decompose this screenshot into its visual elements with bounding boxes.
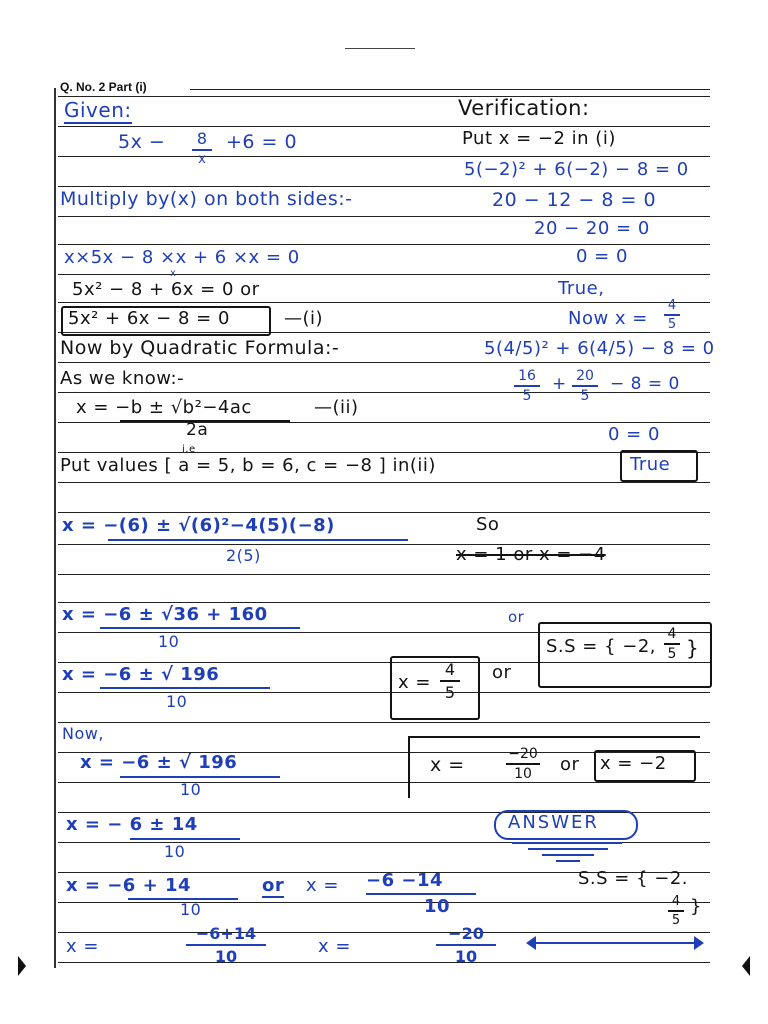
fraction-denominator: x [198, 151, 206, 167]
answer-or: or [560, 754, 580, 775]
substitution-5-bar [130, 838, 240, 840]
fraction-bar [192, 149, 212, 151]
verification-plus: + [552, 374, 567, 394]
fraction-numerator: 8 [196, 129, 208, 148]
given-heading [64, 98, 132, 122]
put-values: Put values [ a = 5, b = 6, c = −8 ] in(ii) [60, 455, 436, 476]
or-label-2: or [492, 662, 512, 683]
step-2: 5x² − 8 + 6x = 0 or [72, 279, 260, 300]
answer-underline-2 [528, 848, 608, 850]
answer-fraction [506, 746, 540, 782]
ruled-line [58, 512, 710, 513]
verification-now-fraction [664, 298, 680, 332]
quadratic-formula: x = −b ± √b²−4ac [76, 397, 252, 418]
ruled-line [58, 932, 710, 933]
given-label: Given: [64, 98, 132, 122]
fraction-denominator: 10 [454, 946, 478, 966]
substitution-1-denominator: 2(5) [226, 546, 261, 565]
fraction-numerator: 4 [671, 894, 681, 909]
fraction-denominator: 5 [580, 387, 590, 404]
step-1: x×5x − 8 ×x + 6 ×x = 0 [64, 247, 300, 268]
ruled-line [58, 962, 710, 963]
solution-set-1: S.S = { −2, [546, 636, 657, 657]
verification-step-7: 0 = 0 [608, 424, 660, 445]
substitution-7a-fraction [186, 924, 266, 966]
double-arrow-line [530, 942, 696, 944]
formula-denominator: 2a [186, 420, 209, 440]
fraction-denominator: 5 [667, 316, 677, 332]
fraction-numerator: 4 [667, 626, 677, 642]
step-1-small-x: x [170, 268, 177, 279]
fraction-bar [436, 944, 496, 946]
fraction-numerator: −20 [508, 746, 538, 762]
verification-true-2: True [630, 454, 671, 475]
substitution-7a: x = [66, 936, 99, 957]
substitution-3-denominator: 10 [166, 692, 188, 711]
verification-now-x: Now x = [568, 308, 648, 329]
fraction-numerator: 4 [444, 660, 456, 679]
ruled-line [58, 302, 710, 303]
substitution-2-denominator: 10 [158, 632, 180, 651]
substitution-4-bar [120, 776, 280, 778]
equation-tag-i: —(i) [284, 308, 324, 329]
top-dash-mark [345, 48, 415, 49]
now-label: Now, [62, 724, 104, 743]
verification-true-1: True, [558, 278, 605, 299]
ruled-line [58, 186, 710, 187]
fraction-bar [186, 944, 266, 946]
x-four-fifths-lhs: x = [398, 672, 431, 693]
fraction-denominator: 10 [514, 765, 532, 782]
fraction-denominator: 5 [671, 912, 681, 928]
fraction-numerator: −6+14 [195, 924, 257, 943]
ruled-line [58, 244, 710, 245]
substitution-6b: x = [306, 875, 339, 896]
verification-fraction-b [572, 368, 598, 404]
substitution-2: x = −6 ± √36 + 160 [62, 604, 268, 625]
substitution-3: x = −6 ± √ 196 [62, 664, 220, 685]
ruled-line [58, 422, 710, 423]
fraction-bar [440, 680, 460, 682]
substitution-7b: x = [318, 936, 351, 957]
substitution-4: x = −6 ± √ 196 [80, 752, 238, 773]
substitution-2-bar [100, 627, 300, 629]
solution-set-2: S.S = { −2. [578, 868, 689, 889]
verification-step-6-rest: − 8 = 0 [610, 374, 680, 394]
scan-corner-right-icon [742, 956, 750, 976]
substitution-6b-bar [366, 893, 476, 895]
ruled-line [58, 692, 710, 693]
fraction-denominator: 5 [667, 645, 677, 662]
solution-set-1-close: } [686, 636, 700, 660]
fraction-numerator: 20 [576, 368, 594, 384]
solution-set-1-fraction [664, 626, 680, 662]
fraction-bar [514, 385, 540, 387]
ruled-line [58, 574, 710, 575]
x-four-fifths-fraction [440, 660, 460, 702]
verification-step-4: 0 = 0 [576, 246, 628, 267]
verification-step-1: 5(−2)² + 6(−2) − 8 = 0 [464, 159, 689, 180]
ruled-line [58, 274, 710, 275]
quadratic-formula-heading: Now by Quadratic Formula:- [60, 337, 340, 359]
ruled-line [58, 96, 710, 97]
scan-corner-left-icon [18, 956, 26, 976]
margin-line [54, 88, 56, 968]
header-rule [190, 89, 710, 90]
arrow-left-head-icon [526, 936, 536, 950]
fraction-denominator: 5 [522, 387, 532, 404]
ruled-line [58, 216, 710, 217]
substitution-5: x = − 6 ± 14 [66, 814, 198, 835]
substitution-6a-denominator: 10 [180, 900, 202, 919]
ruled-line [58, 452, 710, 453]
multiply-line: Multiply by(x) on both sides:- [60, 188, 353, 210]
verification-step-3: 20 − 20 = 0 [534, 218, 650, 239]
ruled-line [58, 126, 710, 127]
substitution-7b-fraction [436, 924, 496, 966]
answer-badge: ANSWER [508, 812, 599, 833]
ruled-line [58, 482, 710, 483]
equation-tag-ii: —(ii) [314, 397, 359, 418]
solution-set-2-fraction [668, 894, 684, 928]
answer-rhs: x = −2 [600, 753, 667, 774]
substitution-6-or: or [262, 875, 285, 896]
fraction-numerator: 4 [667, 298, 677, 313]
given-equation-rhs: +6 = 0 [226, 131, 298, 153]
ruled-line [58, 902, 710, 903]
ruled-line [58, 722, 710, 723]
substitution-4-denominator: 10 [180, 780, 202, 799]
arrow-right-head-icon [694, 936, 704, 950]
fraction-bar [506, 763, 540, 765]
fraction-bar [664, 314, 680, 316]
fraction-bar [664, 643, 680, 645]
answer-underline-1 [512, 842, 622, 844]
substitution-6b-numerator: −6 −14 [366, 870, 444, 891]
ruled-line [58, 544, 710, 545]
so-label: So [476, 514, 500, 535]
verification-heading: Verification: [458, 96, 590, 120]
verification-fraction-a [514, 368, 540, 404]
substitution-5-denominator: 10 [164, 842, 186, 861]
given-equation-fraction [192, 129, 212, 167]
ruled-line [58, 362, 710, 363]
substitution-1-bar [108, 539, 408, 541]
ruled-line [58, 602, 710, 603]
answer-lhs: x = [430, 754, 465, 776]
fraction-denominator: 5 [444, 682, 456, 702]
fraction-bar [668, 910, 684, 912]
verification-step-5: 5(4/5)² + 6(4/5) − 8 = 0 [484, 338, 715, 359]
answer-underline-4 [556, 860, 580, 862]
fraction-numerator: 16 [518, 368, 536, 384]
solution-set-2-close: } [690, 896, 702, 917]
substitution-3-bar [100, 687, 270, 689]
given-equation-lhs: 5x − [118, 131, 166, 153]
boxed-equation: 5x² + 6x − 8 = 0 [68, 308, 230, 329]
struck-solutions: x = 1 or x = −4 [456, 544, 606, 565]
answer-underline-3 [542, 854, 594, 856]
ruled-line [58, 156, 710, 157]
substitution-6a: x = −6 + 14 [66, 875, 191, 896]
ie-note: i.e [182, 444, 196, 455]
verification-step-2: 20 − 12 − 8 = 0 [492, 189, 657, 211]
question-header: Q. No. 2 Part (i) [60, 80, 147, 94]
fraction-bar [572, 385, 598, 387]
or-label-1: or [508, 608, 525, 626]
as-we-know: As we know:- [60, 368, 185, 389]
substitution-6b-denominator: 10 [424, 896, 451, 917]
fraction-numerator: −20 [448, 924, 484, 943]
substitution-1: x = −(6) ± √(6)²−4(5)(−8) [62, 515, 335, 536]
fraction-denominator: 10 [214, 946, 238, 966]
verification-put: Put x = −2 in (i) [462, 128, 616, 149]
